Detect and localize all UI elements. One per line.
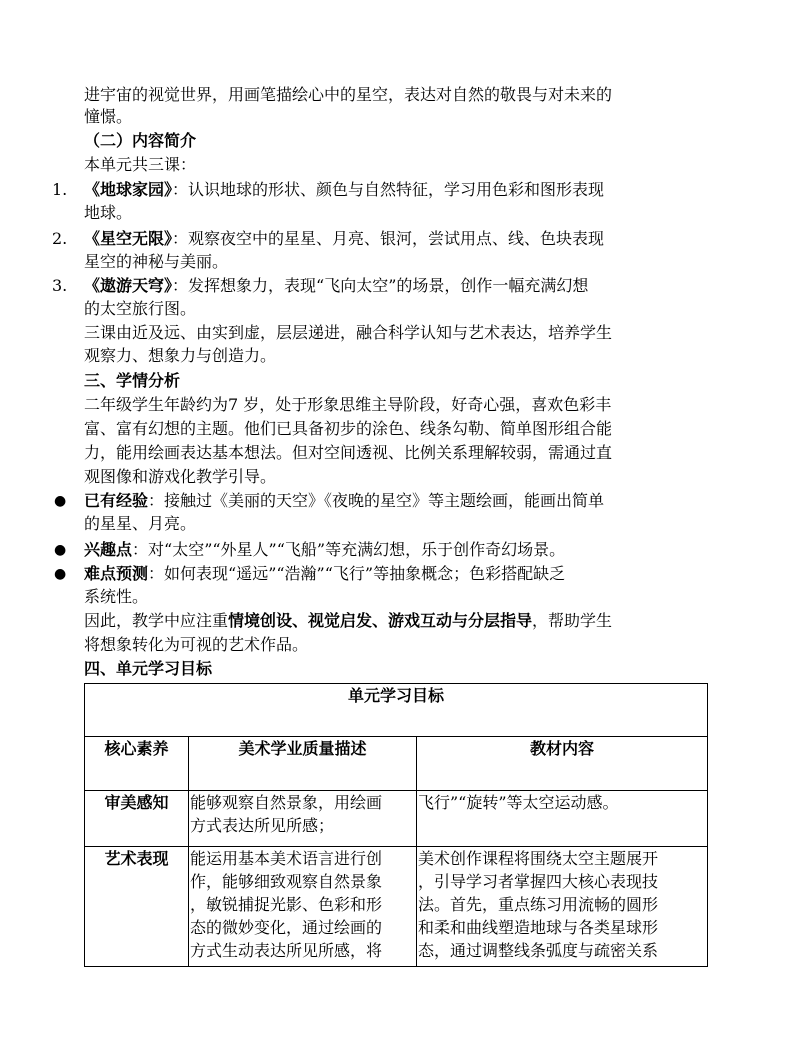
lesson-3-line-2: 的太空旅行图。: [84, 299, 197, 318]
bullet-2-text: ：对“太空”“外星人”“飞船”等充满幻想，乐于创作奇幻场景。: [132, 540, 566, 559]
row-quality-cell: [189, 791, 417, 847]
lesson-3-desc: ：发挥想象力，表现“飞向太空”的场景，创作一幅充满幻想: [172, 276, 589, 295]
bullet-3-label: 难点预测: [84, 564, 149, 583]
lesson-1-desc: ：认识地球的形状、颜色与自然特征，学习用色彩和图形表现: [172, 180, 605, 199]
cell-line: 飞行”“旋转”等太空运动感。: [418, 793, 619, 812]
lesson-3-number: 3.: [52, 276, 68, 295]
bullet-2-line-1: [84, 539, 565, 561]
row-content-cell: [417, 791, 708, 847]
cell-line: 作，能够细致观察自然景象: [190, 872, 383, 891]
section3-para-1: 二年级学生年龄约为7 岁，处于形象思维主导阶段，好奇心强，喜欢色彩丰: [84, 395, 612, 414]
section3-para-4: 观图像和游戏化教学引导。: [84, 467, 277, 486]
section2-heading: （二）内容简介: [84, 131, 197, 150]
row-quality-cell: [189, 847, 417, 967]
row-core-label: 审美感知: [85, 791, 189, 847]
cell-line: ，引导学习者掌握四大核心表现技: [418, 872, 659, 891]
section2-lead: 本单元共三课：: [84, 155, 197, 174]
section3-conclusion-1: [84, 610, 612, 632]
section3-heading: 三、学情分析: [84, 371, 181, 390]
section2-summary-1: 三课由近及远、由实到虚，层层递进，融合科学认知与艺术表达，培养学生: [84, 323, 613, 342]
cell-line: 能够观察自然景象，用绘画: [190, 793, 383, 812]
lesson-2-line-1: [84, 228, 604, 250]
lesson-1-number: 1.: [52, 180, 68, 199]
cell-line: 美术创作课程将围绕太空主题展开: [418, 849, 659, 868]
lesson-2-desc: ：观察夜空中的星星、月亮、银河，尝试用点、线、色块表现: [172, 229, 605, 248]
section4-heading: 四、单元学习目标: [84, 659, 213, 678]
cell-line: 能运用基本美术语言进行创: [190, 849, 383, 868]
table-row: [85, 791, 708, 847]
lesson-3-line-1: [84, 275, 588, 297]
lesson-1-title: 《地球家园》: [84, 180, 173, 199]
bullet-1-line-2: 的星星、月亮。: [84, 514, 197, 533]
cell-line: 法。首先，重点练习用流畅的圆形: [418, 895, 659, 914]
cell-line: 态的微妙变化，通过绘画的: [190, 918, 383, 937]
section3-para-3: 力，能用绘画表达基本想法。但对空间透视、比例关系理解较弱，需通过直: [84, 443, 613, 462]
table-header-row: [85, 737, 708, 791]
column-header-content: 教材内容: [417, 737, 708, 791]
bullet-1-text: ：接触过《美丽的天空》《夜晚的星空》等主题绘画，能画出简单: [148, 491, 605, 510]
lesson-2-title: 《星空无限》: [84, 229, 173, 248]
cell-line: 方式表达所见所感；: [190, 816, 335, 835]
row-core-label: 艺术表现: [85, 847, 189, 967]
bullet-3-text: ：如何表现“遥远”“浩瀚”“飞行”等抽象概念；色彩搭配缺乏: [148, 564, 566, 583]
conclusion-pre: 因此，教学中应注重: [84, 611, 229, 630]
row-content-cell: [417, 847, 708, 967]
bullet-dot-icon: ●: [54, 493, 67, 509]
bullet-dot-icon: ●: [54, 542, 67, 558]
column-header-core: 核心素养: [85, 737, 189, 791]
bullet-3-line-2: 系统性。: [84, 587, 149, 606]
section3-conclusion-2: 将想象转化为可视的艺术作品。: [84, 635, 309, 654]
bullet-1-label: 已有经验: [84, 491, 149, 510]
intro-line-1: 进宇宙的视觉世界，用画笔描绘心中的星空，表达对自然的敬畏与对未来的: [84, 85, 613, 104]
cell-line: 方式生动表达所见所感，将: [190, 941, 383, 960]
intro-line-2: 憧憬。: [84, 107, 133, 126]
lesson-1-line-1: [84, 179, 604, 201]
bullet-dot-icon: ●: [54, 566, 67, 582]
table-title-row: [85, 684, 708, 737]
table-row: [85, 847, 708, 967]
bullet-1-line-1: [84, 490, 604, 512]
cell-line: ，敏锐捕捉光影、色彩和形: [190, 895, 383, 914]
bullet-3-line-1: [84, 563, 565, 585]
bullet-2-label: 兴趣点: [84, 540, 133, 559]
cell-line: 态，通过调整线条弧度与疏密关系: [418, 941, 659, 960]
section3-para-2: 富、富有幻想的主题。他们已具备初步的涂色、线条勾勒、简单图形组合能: [84, 419, 613, 438]
conclusion-bold: 情境创设、视觉启发、游戏互动与分层指导: [228, 611, 533, 630]
conclusion-post: ，帮助学生: [532, 611, 613, 630]
lesson-3-title: 《遨游天穹》: [84, 276, 173, 295]
section2-summary-2: 观察力、想象力与创造力。: [84, 346, 277, 365]
lesson-1-line-2: 地球。: [84, 203, 133, 222]
lesson-2-number: 2.: [52, 229, 68, 248]
cell-line: 和柔和曲线塑造地球与各类星球形: [418, 918, 659, 937]
lesson-2-line-2: 星空的神秘与美丽。: [84, 252, 229, 271]
learning-goals-table: [84, 683, 708, 967]
table-title: 单元学习目标: [85, 684, 708, 737]
column-header-quality: 美术学业质量描述: [189, 737, 417, 791]
